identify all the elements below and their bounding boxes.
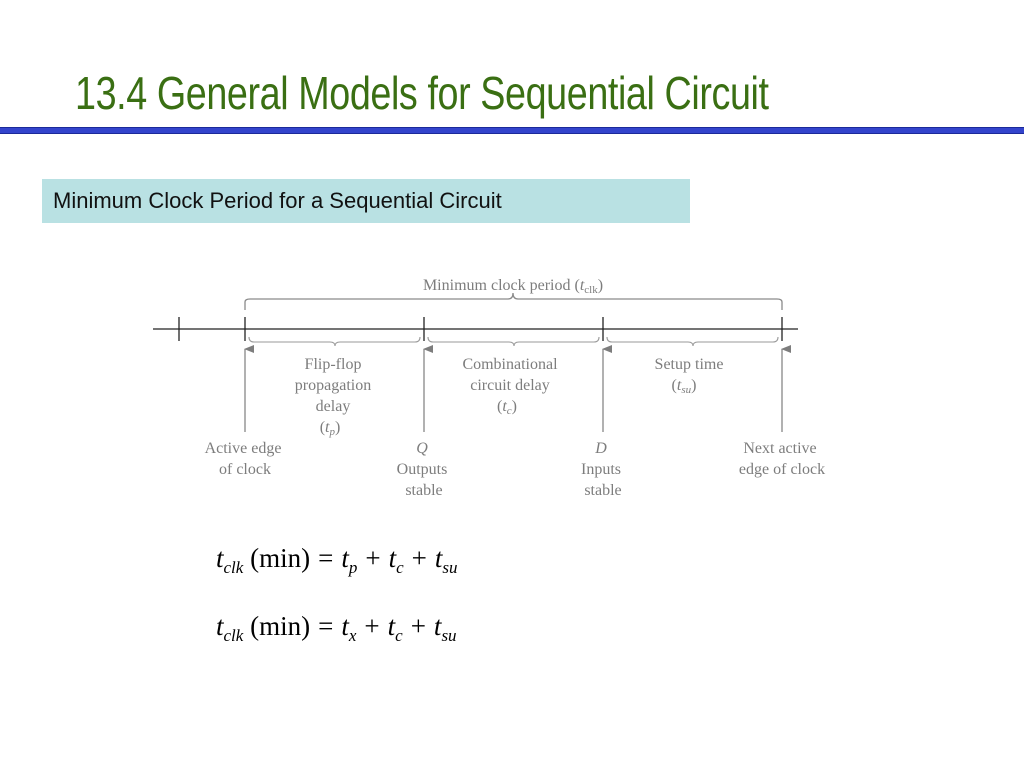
event-label-next-edge: Next active edge of clock xyxy=(738,440,826,478)
top-brace xyxy=(245,293,782,310)
segment-brace xyxy=(428,337,599,346)
segment-brace xyxy=(249,337,420,346)
caption-text: Minimum Clock Period for a Sequential Circuit xyxy=(53,188,502,213)
event-label-active-edge: Active edge of clock xyxy=(204,440,282,478)
event-label-d-inputs: D Inputs stable xyxy=(581,440,622,499)
segment-label-ff-delay: Flip-flop propagation delay (tp) xyxy=(294,356,372,438)
equation-1: $t_{clk}$ $(\min) = t_p + t_c + t_{su}$ xyxy=(216,543,458,577)
segment-brace xyxy=(607,337,778,346)
segment-label-setup: Setup time (tsu) xyxy=(654,356,724,396)
equation-2: $t_{clk}$ $(\min) = t_x + t_c + t_{su}$ xyxy=(216,611,457,645)
event-label-q-outputs: Q Outputs stable xyxy=(396,440,448,499)
top-brace-label: Minimum clock period (tclk) xyxy=(422,277,604,296)
slide-title: 13.4 General Models for Sequential Circuit xyxy=(75,67,769,119)
segment-label-comb-delay: Combinational circuit delay (tc) xyxy=(462,356,558,417)
